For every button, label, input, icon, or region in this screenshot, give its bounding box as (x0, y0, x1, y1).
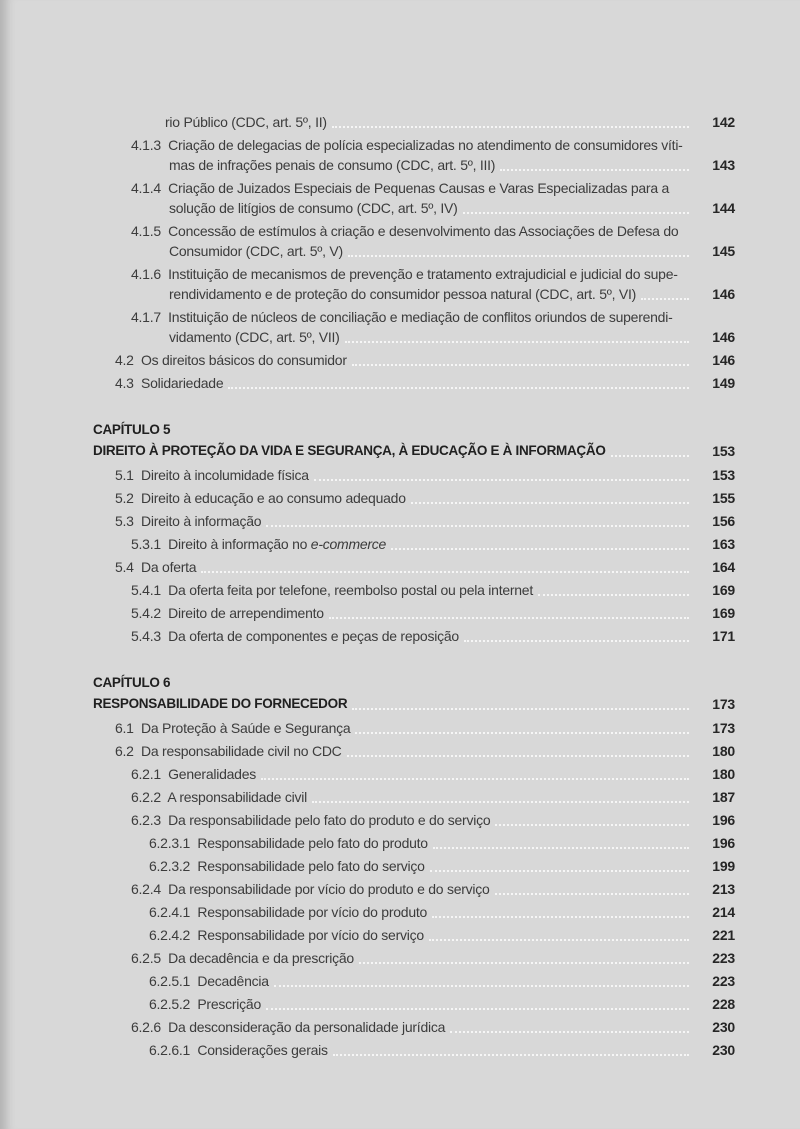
dot-leader (261, 778, 689, 780)
toc-entry (93, 112, 735, 132)
toc-entry-last-line (93, 1017, 735, 1037)
page-number: 153 (712, 467, 735, 483)
toc-section (93, 112, 735, 393)
toc-entry (93, 833, 735, 853)
toc-entry-text: 5.4.3 Da oferta de componentes e peças de reposição (131, 628, 459, 644)
toc-entry (93, 764, 735, 784)
page-number: 228 (712, 996, 735, 1012)
toc-entry (93, 580, 735, 600)
toc-entry-line: 4.1.7 Instituição de núcleos de conciliação e mediação de conflitos oriundos de superendi- (131, 309, 673, 325)
toc-entry-last-line (93, 994, 735, 1014)
toc-entry-text: 6.2.3.1 Responsabilidade pelo fato do produto (149, 835, 428, 851)
dot-leader (352, 364, 689, 366)
chapter-title-row (93, 693, 735, 714)
page-number: 173 (712, 696, 735, 712)
page-number: 169 (712, 582, 735, 598)
toc-entry-last-line (93, 787, 735, 807)
dot-leader (345, 341, 689, 343)
toc-entry-last-line (93, 764, 735, 784)
toc-entry (93, 534, 735, 554)
toc-entry-last-line (93, 810, 735, 830)
dot-leader (538, 594, 689, 596)
page-number: 223 (712, 973, 735, 989)
dot-leader (495, 893, 689, 895)
toc-entry-text: 6.2.6.1 Considerações gerais (149, 1042, 328, 1058)
toc-entry (93, 511, 735, 531)
toc-entry-text: 5.1 Direito à incolumidade física (115, 467, 309, 483)
dot-leader (329, 617, 689, 619)
toc-entry-last-line (93, 626, 735, 646)
toc-entry-text: 6.2.5.1 Decadência (149, 973, 269, 989)
page-number: 142 (712, 114, 735, 130)
toc-entry-text: 5.4 Da oferta (115, 559, 197, 575)
dot-leader (430, 870, 689, 872)
page-number: 173 (712, 720, 735, 736)
toc-entry-last-line (93, 718, 735, 738)
toc-entry-last-line (93, 741, 735, 761)
dot-leader (312, 801, 689, 803)
toc-entry-line: 4.1.3 Criação de delegacias de polícia especializadas no atendimento de consumidores víti- (131, 137, 683, 153)
toc-entry (93, 465, 735, 485)
dot-leader (429, 939, 689, 941)
toc-entry-text: rendividamento e de proteção do consumidor pessoa natural (CDC, art. 5º, VI) (169, 286, 637, 302)
toc-entry-last-line (93, 856, 735, 876)
toc-entry (93, 264, 735, 304)
toc-entry-last-line (93, 327, 735, 347)
dot-leader (352, 708, 689, 710)
toc-entry-text: 6.2.3.2 Responsabilidade pelo fato do serviço (149, 858, 425, 874)
toc-entry-last-line (93, 155, 735, 175)
page-number: 149 (712, 375, 735, 391)
page-number: 223 (712, 950, 735, 966)
toc-entry (93, 350, 735, 370)
dot-leader (495, 824, 689, 826)
page-number: 230 (712, 1019, 735, 1035)
dot-leader (450, 1031, 689, 1033)
toc-entry-text: 4.2 Os direitos básicos do consumidor (115, 352, 347, 368)
toc-entry (93, 810, 735, 830)
dot-leader (348, 255, 689, 257)
toc-entry (93, 856, 735, 876)
toc-entry-last-line (93, 534, 735, 554)
toc-section (93, 672, 735, 1060)
toc-entry (93, 135, 735, 175)
page-number: 196 (712, 835, 735, 851)
chapter-heading (93, 419, 735, 461)
page-number: 169 (712, 605, 735, 621)
toc-entry (93, 787, 735, 807)
toc-entry (93, 1017, 735, 1037)
toc-entry-text: 6.2 Da responsabilidade civil no CDC (115, 743, 342, 759)
toc-entry (93, 718, 735, 738)
page-number: 214 (712, 904, 735, 920)
page-number: 145 (712, 243, 735, 259)
page-number: 213 (712, 881, 735, 897)
toc-entry-last-line (93, 1040, 735, 1060)
toc-entry-text: 5.4.2 Direito de arrependimento (131, 605, 324, 621)
toc-entry-last-line (93, 580, 735, 600)
page-number: 144 (712, 200, 735, 216)
toc-entry (93, 178, 735, 218)
toc-entry-text: 4.3 Solidariedade (115, 375, 224, 391)
toc-entry-text: 6.1 Da Proteção à Saúde e Segurança (115, 720, 351, 736)
toc-entry-last-line (93, 557, 735, 577)
toc-entry-text: 5.3 Direito à informação (115, 513, 262, 529)
dot-leader (463, 212, 689, 214)
page-number: 143 (712, 157, 735, 173)
page-number: 163 (712, 536, 735, 552)
dot-leader (333, 1054, 689, 1056)
toc-entry-text: 5.2 Direito à educação e ao consumo adequado (115, 490, 406, 506)
toc-entry (93, 994, 735, 1014)
toc-entry-text: 6.2.4 Da responsabilidade por vício do produto e do serviço (131, 881, 490, 897)
dot-leader (228, 387, 689, 389)
dot-leader (500, 169, 689, 171)
dot-leader (433, 847, 689, 849)
page-number: 146 (712, 352, 735, 368)
toc-entry (93, 626, 735, 646)
page-number: 153 (712, 443, 735, 459)
dot-leader (201, 571, 689, 573)
toc-entry-text: 6.2.5 Da decadência e da prescrição (131, 950, 354, 966)
toc-entry-last-line (93, 350, 735, 370)
dot-leader (314, 479, 689, 481)
toc-section (93, 419, 735, 646)
dot-leader (355, 732, 689, 734)
toc-entry-last-line (93, 902, 735, 922)
chapter-title-row (93, 440, 735, 461)
page-number: 155 (712, 490, 735, 506)
toc-entry-text: mas de infrações penais de consumo (CDC, art. 5º, III) (169, 157, 496, 173)
page-number: 180 (712, 766, 735, 782)
page-number: 180 (712, 743, 735, 759)
toc-entry-text: 6.2.6 Da desconsideração da personalidade jurídica (131, 1019, 446, 1035)
page-number: 164 (712, 559, 735, 575)
chapter-heading (93, 672, 735, 714)
toc-entry (93, 307, 735, 347)
toc-entry-line: 4.1.6 Instituição de mecanismos de prevenção e tratamento extrajudicial e judicial do supe- (131, 266, 678, 282)
toc-entry (93, 902, 735, 922)
chapter-kicker: CAPÍTULO 6 (93, 675, 171, 690)
toc-entry-last-line (93, 284, 735, 304)
chapter-kicker: CAPÍTULO 5 (93, 422, 171, 437)
toc-entry-last-line (93, 948, 735, 968)
toc-entry (93, 971, 735, 991)
page-number: 146 (712, 329, 735, 345)
dot-leader (274, 985, 689, 987)
toc-entry-last-line (93, 373, 735, 393)
toc-entry (93, 741, 735, 761)
page-number: 187 (712, 789, 735, 805)
toc-entry-last-line (93, 112, 735, 132)
dot-leader (641, 298, 689, 300)
toc-entry-line: 4.1.4 Criação de Juizados Especiais de Pequenas Causas e Varas Especializadas para a (131, 180, 670, 196)
dot-leader (332, 126, 689, 128)
toc-entry-text: rio Público (CDC, art. 5º, II) (165, 114, 327, 130)
page-number: 221 (712, 927, 735, 943)
toc-entry-line: 4.1.5 Concessão de estímulos à criação e desenvolvimento das Associações de Defesa do (131, 223, 679, 239)
toc-entry-last-line (93, 511, 735, 531)
toc-entry-text: 6.2.3 Da responsabilidade pelo fato do produto e do serviço (131, 812, 491, 828)
toc-entry-text: solução de litígios de consumo (CDC, art. 5º, IV) (169, 200, 458, 216)
dot-leader (464, 640, 689, 642)
chapter-title: RESPONSABILIDADE DO FORNECEDOR (93, 696, 348, 711)
toc-entry-text: 6.2.5.2 Prescrição (149, 996, 261, 1012)
dot-leader (347, 755, 689, 757)
toc-entry (93, 925, 735, 945)
dot-leader (266, 525, 689, 527)
page-number: 196 (712, 812, 735, 828)
toc-entry-text: 6.2.2 A responsabilidade civil (131, 789, 307, 805)
page-number: 156 (712, 513, 735, 529)
toc-entry (93, 221, 735, 261)
dot-leader (432, 916, 689, 918)
dot-leader (391, 548, 689, 550)
dot-leader (411, 502, 689, 504)
toc-entry (93, 1040, 735, 1060)
toc-entry-last-line (93, 488, 735, 508)
page-number: 146 (712, 286, 735, 302)
page-number: 199 (712, 858, 735, 874)
toc-entry-text: 5.3.1 Direito à informação no e-commerce (131, 536, 387, 552)
page-number: 171 (712, 628, 735, 644)
toc-entry-last-line (93, 879, 735, 899)
toc-entry-last-line (93, 198, 735, 218)
toc-entry-text: 6.2.4.1 Responsabilidade por vício do produto (149, 904, 428, 920)
toc-entry-text: 6.2.4.2 Responsabilidade por vício do serviço (149, 927, 424, 943)
toc-entry-last-line (93, 833, 735, 853)
page-number: 230 (712, 1042, 735, 1058)
toc-entry-last-line (93, 465, 735, 485)
dot-leader (266, 1008, 689, 1010)
toc-entry-last-line (93, 971, 735, 991)
toc-entry-last-line (93, 241, 735, 261)
toc-entry-text: vidamento (CDC, art. 5º, VII) (169, 329, 340, 345)
toc-entry-text: 5.4.1 Da oferta feita por telefone, reembolso postal ou pela internet (131, 582, 533, 598)
toc-entry-text: Consumidor (CDC, art. 5º, V) (169, 243, 343, 259)
toc-entry (93, 948, 735, 968)
toc-entry (93, 373, 735, 393)
toc-entry (93, 557, 735, 577)
toc-entry-last-line (93, 603, 735, 623)
dot-leader (611, 455, 689, 457)
toc-entry-last-line (93, 925, 735, 945)
toc-entry (93, 879, 735, 899)
dot-leader (359, 962, 689, 964)
toc-entry (93, 488, 735, 508)
toc-entry-text: 6.2.1 Generalidades (131, 766, 256, 782)
toc-entry (93, 603, 735, 623)
chapter-title: DIREITO À PROTEÇÃO DA VIDA E SEGURANÇA, À EDUCAÇÃO E À INFORMAÇÃO (93, 443, 606, 458)
